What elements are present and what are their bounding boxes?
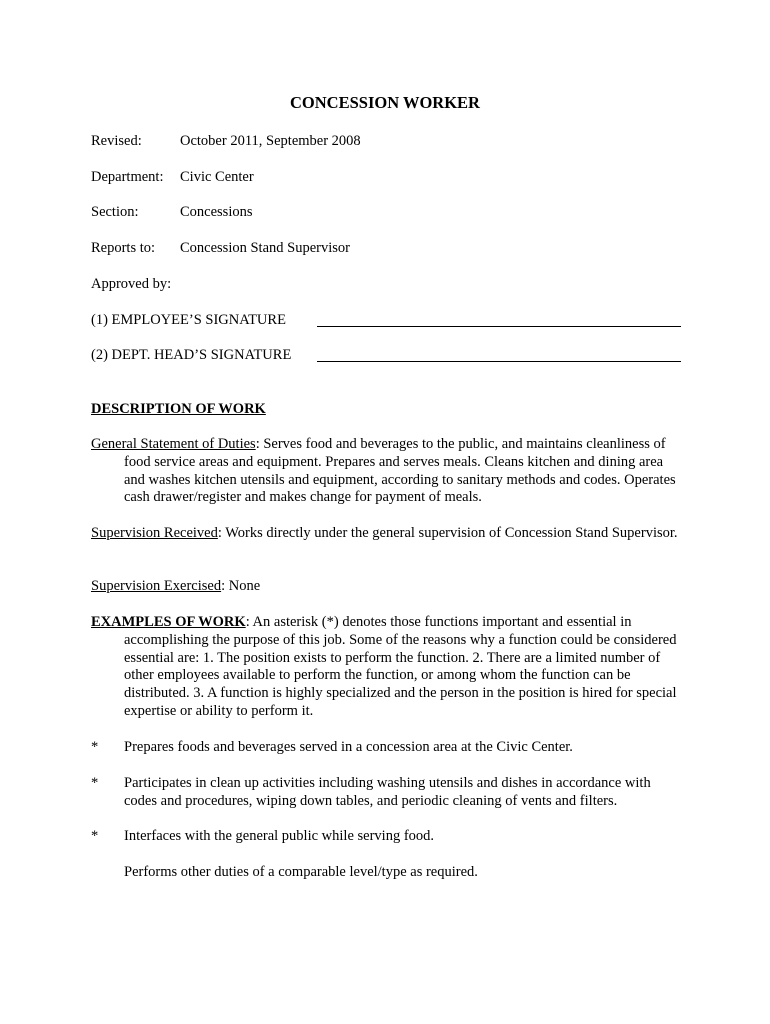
- supervision-received-text: : Works directly under the general supervision of Concession Stand Supervisor.: [217, 525, 678, 541]
- list-item-text: Performs other duties of a comparable level/type as required.: [124, 864, 478, 880]
- examples-of-work-text: : An asterisk (*) denotes those functions important and essential in accomplishing the purpose of this job. Some of the reasons why a function could be considered essential are: 1. The position exists to perform the function. 2. There are a limited number of other employees available to perform the function, or among whom the function can be distributed. 3. A function is highly specialized and the person in the position is hired for special expertise or ability to perform it.: [124, 614, 677, 719]
- department-value: Civic Center: [180, 169, 254, 185]
- general-statement-label: General Statement of Duties: [91, 436, 256, 452]
- reports-to-label: Reports to:: [91, 240, 156, 256]
- description-heading: DESCRIPTION OF WORK: [91, 401, 266, 417]
- asterisk-marker: *: [91, 828, 99, 844]
- supervision-exercised-label: Supervision Exercised: [91, 578, 222, 594]
- list-item: [91, 828, 685, 846]
- revised-value: October 2011, September 2008: [180, 133, 361, 149]
- reports-to-row: [91, 238, 350, 258]
- supervision-received-label: Supervision Received: [91, 525, 218, 541]
- examples-of-work-paragraph: [91, 614, 685, 721]
- approved-by-label: Approved by:: [91, 276, 172, 292]
- examples-of-work-label: EXAMPLES OF WORK: [91, 614, 246, 630]
- supervision-exercised-paragraph: [91, 578, 685, 596]
- supervision-exercised-text: : None: [221, 578, 261, 594]
- list-item-text: Participates in clean up activities including washing utensils and dishes in accordance with codes and procedures, wiping down tables, and periodic cleaning of vents and filters.: [124, 775, 651, 809]
- reports-to-value: Concession Stand Supervisor: [180, 240, 350, 256]
- list-item-text: Prepares foods and beverages served in a concession area at the Civic Center.: [124, 739, 573, 755]
- section-row: [91, 202, 253, 222]
- list-item-text: Interfaces with the general public while serving food.: [124, 828, 435, 844]
- list-item: [91, 739, 685, 757]
- document-title: CONCESSION WORKER: [290, 93, 480, 112]
- section-value: Concessions: [180, 204, 253, 220]
- general-statement-paragraph: [91, 436, 685, 507]
- asterisk-marker: *: [91, 775, 99, 791]
- department-row: [91, 167, 254, 187]
- dept-head-signature-label: (2) DEPT. HEAD’S SIGNATURE: [91, 347, 292, 363]
- revised-row: [91, 131, 361, 151]
- employee-signature-label: (1) EMPLOYEE’S SIGNATURE: [91, 312, 286, 328]
- asterisk-marker: *: [91, 739, 99, 755]
- employee-signature-line[interactable]: [317, 326, 681, 327]
- department-label: Department:: [91, 169, 164, 185]
- supervision-received-paragraph: [91, 525, 685, 543]
- list-item: [91, 775, 685, 811]
- dept-head-signature-line[interactable]: [317, 361, 681, 362]
- section-label: Section:: [91, 204, 139, 220]
- list-item: [91, 864, 685, 882]
- dept-head-signature-row: [91, 345, 681, 365]
- general-statement-text: : Serves food and beverages to the public, and maintains cleanliness of food service areas and equipment. Prepares and serves meals. Cleans kitchen and dining area and washes kitchen utensils and equipment, according to sanitary methods and codes. Operates cash drawer/register and makes change for payment of meals.: [124, 436, 676, 506]
- employee-signature-row: [91, 310, 681, 330]
- revised-label: Revised:: [91, 133, 142, 149]
